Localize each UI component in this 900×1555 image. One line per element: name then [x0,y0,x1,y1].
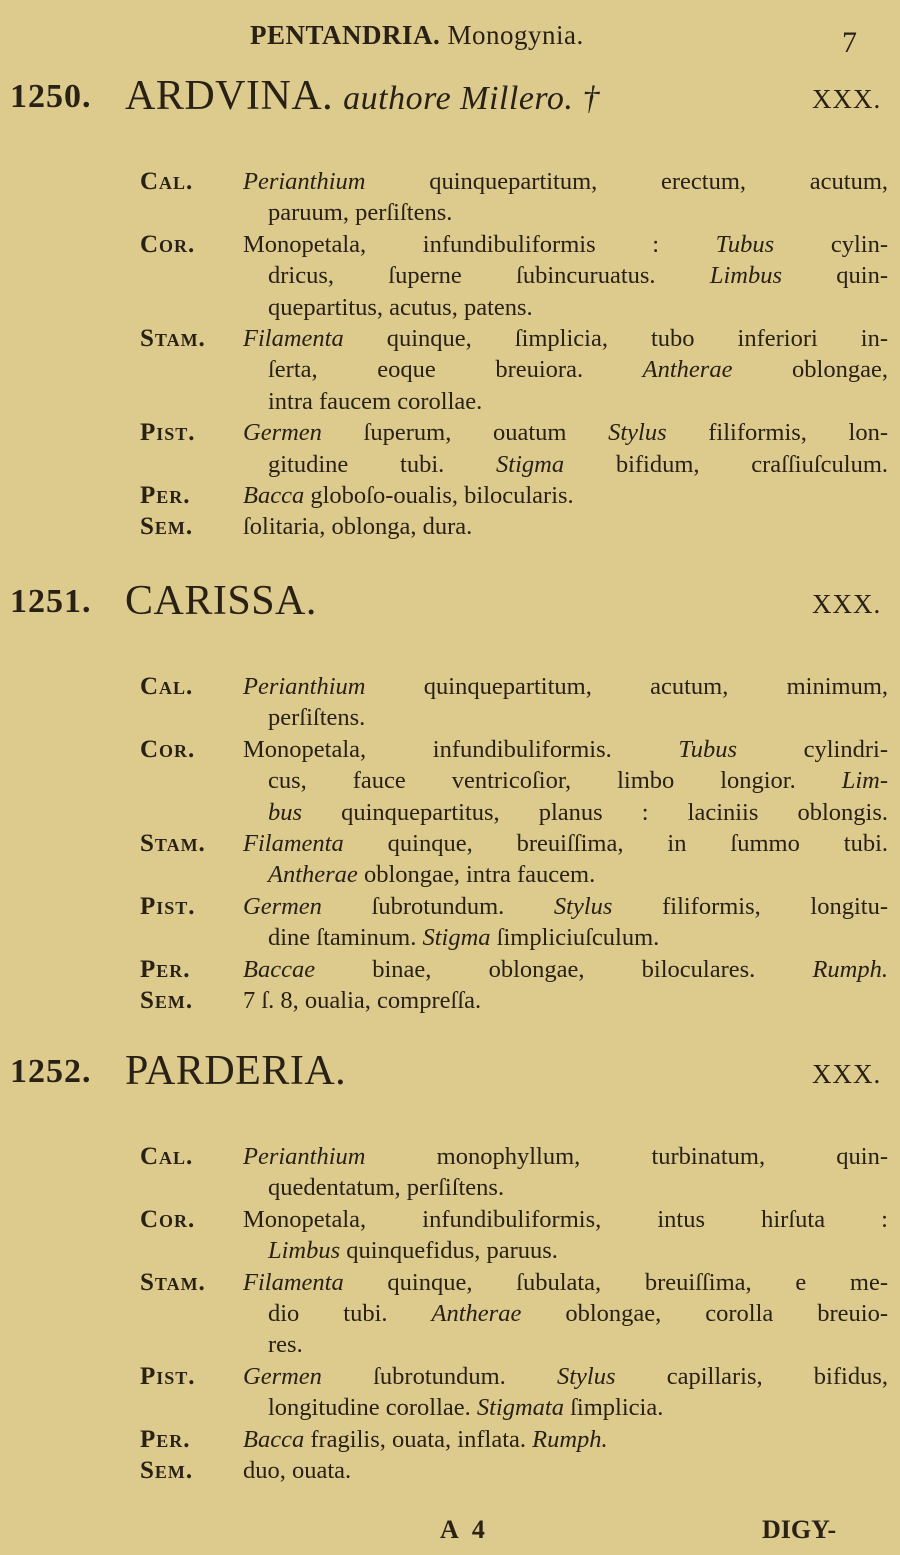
italic-term: Lim- [841,767,888,795]
description-line [0,671,900,702]
description-line [0,323,900,354]
genus-name [125,1047,346,1095]
line-text [243,166,888,197]
line-text [268,386,888,417]
entry-number: 1250. [10,78,92,115]
line-text [243,954,888,985]
genus-name-text: ARDVINA. [125,73,334,119]
text-run: paruum, perſiſtens. [268,199,453,227]
text-run: ſubrotundum. [321,892,554,920]
line-text [268,1172,888,1203]
italic-term: Germen [243,419,322,447]
italic-term: Limbus [709,262,782,290]
line-text [243,671,888,702]
line-text [268,765,888,796]
text-run: Monopetala, infundibuliformis : [243,230,716,258]
line-text [243,417,888,448]
text-run: ſimpliciuſculum. [490,924,660,952]
text-run: ſerta, eoque breuiora. [268,356,643,384]
description-line [0,197,900,228]
organ-label: Sem. [140,513,194,541]
text-run: cylindri- [736,735,888,763]
text-run: ſuperum, ouatum [321,419,609,447]
italic-term: Antherae [268,861,358,889]
text-run: quinquepartitum, erectum, acutum, [365,168,888,195]
line-text [243,323,888,354]
organ-label: Pist. [140,892,196,920]
text-run: filiformis, lon- [666,419,889,447]
italic-term: Perianthium [243,1143,366,1170]
entry-heading [0,578,900,643]
description-line [0,1298,900,1329]
genus-name-text: PARDERIA. [125,1048,347,1094]
description-line [0,954,900,985]
entry-heading [0,1048,900,1113]
line-text [243,229,888,260]
genus-entry [0,73,900,541]
text-run: oblongae, [732,356,888,384]
text-run: capillaris, bifidus, [615,1362,888,1390]
line-text [243,1361,888,1392]
description-line [0,229,900,260]
description-line [0,166,900,197]
text-run: monophyllum, turbinatum, quin- [365,1143,888,1170]
text-run: res. [268,1331,303,1359]
text-run: 7 ſ. 8, oualia, compreſſa. [243,986,482,1014]
text-run: longitudine corollae. [268,1394,477,1422]
text-run: oblongae, intra faucem. [357,861,596,889]
line-text [268,292,888,323]
text-run: intra faucem corollae. [268,387,483,415]
italic-term: Perianthium [243,168,366,195]
italic-term: Tubus [715,230,775,258]
class-mark: XXX. [812,1059,882,1089]
text-run: ſolitaria, oblonga, dura. [243,513,473,541]
line-text [268,702,888,733]
italic-term: Tubus [678,735,737,763]
organ-label: Pist. [140,1362,196,1390]
text-run: quinque, ſubulata, breuiſſima, e me- [343,1268,888,1296]
text-run: quinquepartitus, planus : laciniis oblongis. [302,798,888,826]
italic-term: Baccae [243,955,316,983]
text-run: dine ſtaminum. [268,924,423,952]
organ-label: Per. [140,481,191,509]
description-line [0,417,900,448]
organ-label: Cal. [140,673,194,700]
italic-term: Limbus [268,1237,341,1265]
description-line [0,354,900,385]
organ-label: Pist. [140,419,196,447]
text-run: quepartitus, acutus, patens. [268,293,533,321]
line-text [243,1141,888,1172]
italic-term: Stigma [496,450,565,478]
entry-heading [0,73,900,138]
genus-entry [0,578,900,1014]
italic-term: Stylus [553,892,613,920]
italic-term: Stigmata [476,1394,564,1422]
italic-term: Germen [243,1362,322,1390]
description-lines [0,1141,900,1486]
description-line [0,260,900,291]
line-text [268,859,888,890]
organ-label: Stam. [140,1268,206,1296]
text-run: quinque, ſimplicia, tubo inferiori in- [343,324,888,352]
line-text [243,480,888,511]
description-line [0,480,900,511]
class-mark: XXX. [812,589,882,619]
text-run: Monopetala, infundibuliformis, intus hirſuta : [243,1205,888,1233]
organ-label: Cor. [140,1205,196,1233]
description-lines [0,166,900,543]
entry-number: 1251. [10,583,92,620]
description-line [0,449,900,480]
italic-term: Stylus [557,1362,616,1390]
genus-name [125,577,317,625]
italic-term: Antherae [431,1299,522,1327]
entry-number: 1252. [10,1053,92,1090]
description-line [0,1392,900,1423]
description-line [0,891,900,922]
line-text [268,260,888,291]
text-run: oblongae, corolla breuio- [521,1299,889,1327]
italic-term: Filamenta [243,829,344,857]
genus-entry [0,1048,900,1484]
description-lines [0,671,900,1016]
organ-label: Per. [140,955,191,983]
text-run: ſubrotundum. [321,1362,557,1390]
organ-label: Cal. [140,168,194,195]
description-line [0,985,900,1016]
running-head [250,20,584,51]
italic-term: Stigma [422,924,491,952]
text-run: fragilis, ouata, inflata. [304,1425,533,1453]
description-line [0,1361,900,1392]
text-run: perſiſtens. [268,704,366,732]
line-text [243,734,888,765]
italic-term: Stylus [608,419,667,447]
line-text [268,1329,888,1360]
organ-label: Per. [140,1425,191,1453]
description-line [0,1329,900,1360]
text-run: quinquefidus, paruus. [340,1237,558,1265]
description-line [0,1235,900,1266]
description-line [0,1141,900,1172]
text-run: globoſo-oualis, bilocularis. [304,481,574,509]
genus-author: authore Millero. † [343,80,600,117]
text-run: quinquepartitum, acutum, minimum, [365,673,888,700]
line-text [243,1204,888,1235]
line-text [268,797,888,828]
line-text [243,985,888,1016]
text-run: cus, fauce ventricoſior, limbo longior. [268,767,842,795]
italic-term: Perianthium [243,673,366,700]
organ-label: Sem. [140,1456,194,1484]
description-line [0,859,900,890]
text-run: dricus, ſuperne ſubincuruatus. [268,262,710,290]
organ-label: Cor. [140,230,196,258]
running-head-title: PENTANDRIA. [250,20,441,50]
line-text [268,1392,888,1423]
organ-label: Cor. [140,735,196,763]
text-run: ſimplicia. [564,1394,664,1422]
description-line [0,1424,900,1455]
catchword: DIGY- [762,1515,837,1544]
class-mark: XXX. [812,84,882,114]
line-text [268,922,888,953]
description-line [0,386,900,417]
line-text [243,1424,888,1455]
text-run: cylin- [774,230,888,258]
text-run: gitudine tubi. [268,450,497,478]
text-run: Monopetala, infundibuliformis. [243,735,679,763]
description-line [0,765,900,796]
italic-term: Filamenta [243,1268,344,1296]
text-run: dio tubi. [268,1299,432,1327]
italic-term: Bacca [243,481,305,509]
page-number: 7 [842,26,857,59]
line-text [268,197,888,228]
text-run: quin- [782,262,889,290]
line-text [243,828,888,859]
italic-term: Germen [243,892,322,920]
organ-label: Sem. [140,986,194,1014]
italic-term: bus [268,798,303,826]
description-line [0,1172,900,1203]
text-run: bifidum, craſſiuſculum. [564,450,888,478]
text-run: duo, ouata. [243,1456,352,1484]
description-line [0,702,900,733]
text-run: filiformis, longitu- [612,892,888,920]
organ-label: Stam. [140,829,206,857]
genus-name-text: CARISSA. [125,578,317,624]
signature-mark: A 4 [440,1515,489,1544]
description-line [0,922,900,953]
description-line [0,1455,900,1486]
description-line [0,1204,900,1235]
genus-name [125,72,600,120]
description-line [0,511,900,542]
line-text [268,354,888,385]
line-text [268,1298,888,1329]
italic-term: Antherae [642,356,733,384]
line-text [268,449,888,480]
description-line [0,797,900,828]
line-text [243,511,888,542]
line-text [268,1235,888,1266]
line-text [243,1267,888,1298]
description-line [0,828,900,859]
text-run: quedentatum, perſiſtens. [268,1174,505,1202]
organ-label: Cal. [140,1143,194,1170]
italic-term: Bacca [243,1425,305,1453]
italic-term: Filamenta [243,324,344,352]
running-head-subtitle: Monogynia. [447,20,584,50]
text-run: quinque, breuiſſima, in ſummo tubi. [343,829,888,857]
description-line [0,292,900,323]
line-text [243,1455,888,1486]
organ-label: Stam. [140,324,206,352]
italic-term: Rumph. [532,1425,608,1453]
text-run: binae, oblongae, biloculares. [315,955,813,983]
line-text [243,891,888,922]
description-line [0,734,900,765]
italic-term: Rumph. [812,955,888,983]
description-line [0,1267,900,1298]
